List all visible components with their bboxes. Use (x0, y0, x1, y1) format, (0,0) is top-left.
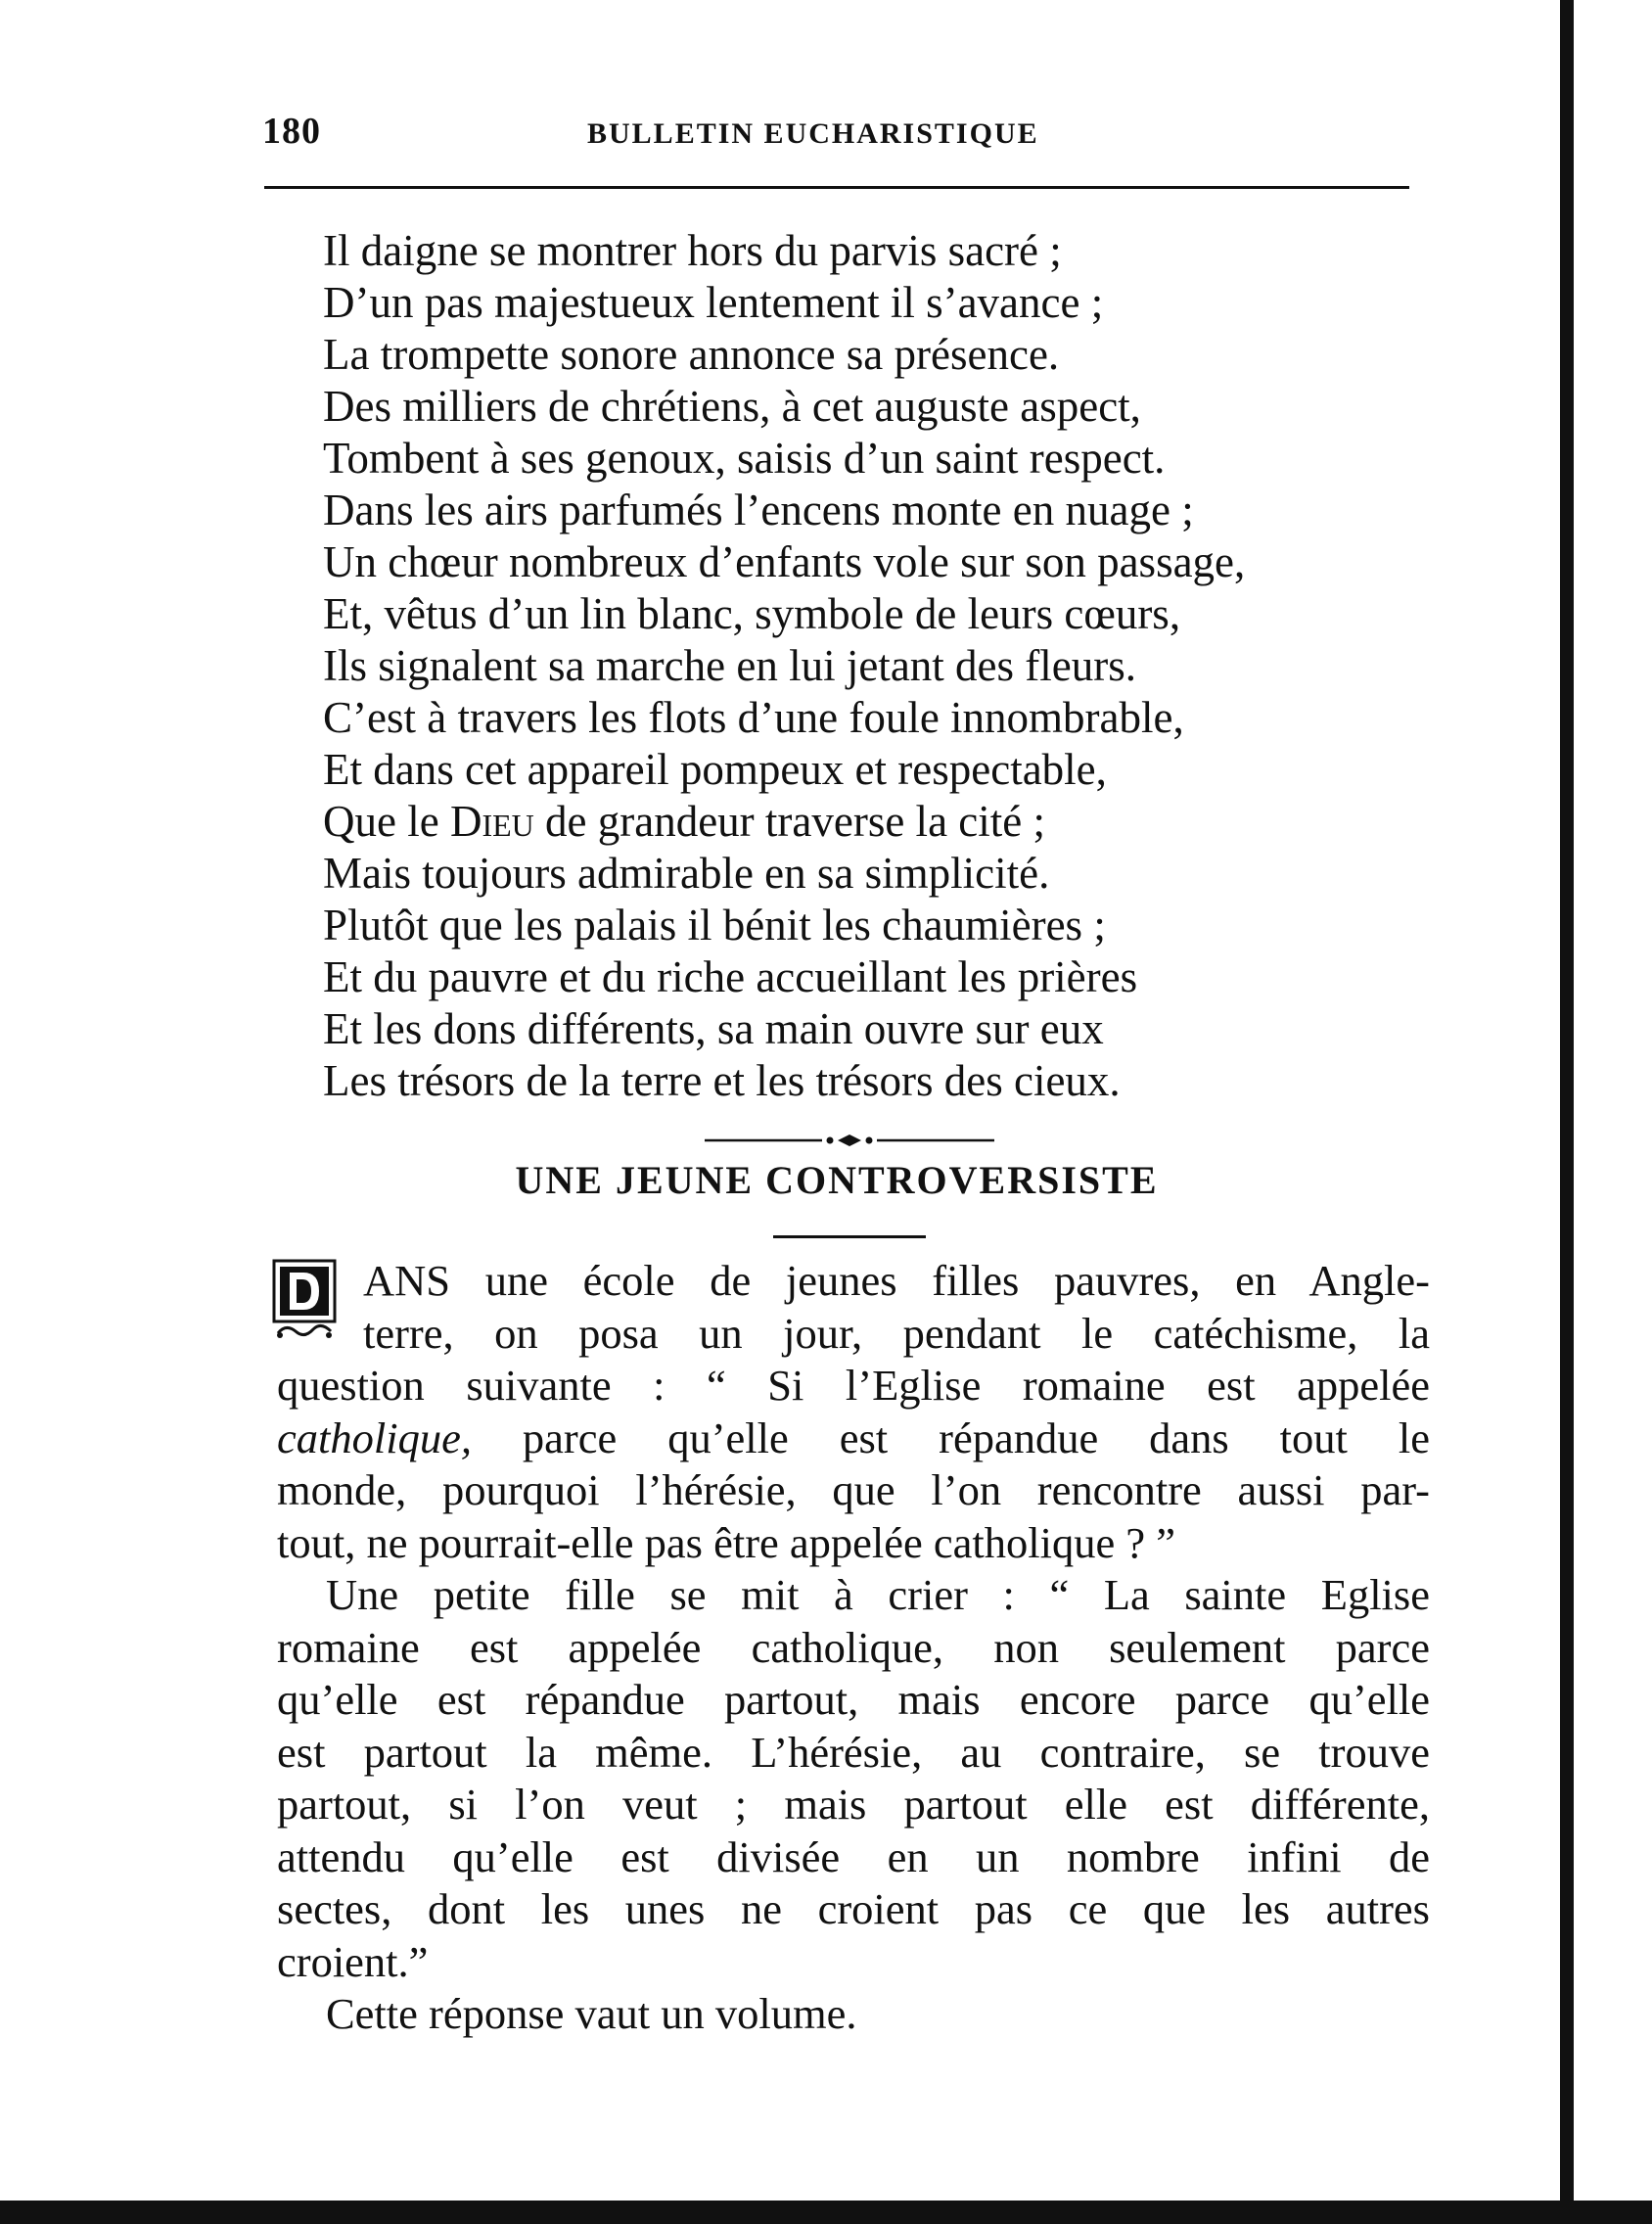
body-line: croient.” (277, 1936, 429, 1986)
article-body (277, 1255, 1430, 2041)
paragraph (277, 1255, 1430, 1569)
poem-line (323, 796, 1478, 848)
header-rule (264, 186, 1409, 189)
body-line: tout, ne pourrait-elle pas être appelée catholique ? ” (277, 1517, 1175, 1567)
body-line: est partout la même. L’hérésie, au contraire, se trouve (277, 1727, 1430, 1777)
body-line: Une petite fille se mit à crier : “ La sainte Eglise (326, 1570, 1430, 1619)
body-line: sectes, dont les unes ne croient pas ce que les autres (277, 1884, 1430, 1933)
poem-line: Ils signalent sa marche en lui jetant des fleurs. (323, 641, 1136, 690)
body-line: terre, on posa un jour, pendant le catéchisme, la (363, 1308, 1430, 1358)
poem-line: Des milliers de chrétiens, à cet auguste aspect, (323, 382, 1141, 431)
body-line (277, 1413, 1430, 1465)
body-line: partout, si l’on veut ; mais partout elle est différente, (277, 1780, 1430, 1829)
ornament-divider (705, 1134, 994, 1147)
paragraph (277, 1988, 1430, 2041)
poem-line: Et les dons différents, sa main ouvre sur eux (323, 1004, 1104, 1053)
poem (323, 225, 1478, 1107)
poem-line: Les trésors de la terre et les trésors des cieux. (323, 1056, 1121, 1105)
page-bottom-shadow (0, 2201, 1652, 2224)
italic-term: catholique, (277, 1413, 472, 1462)
poem-line: Mais toujours admirable en sa simplicité. (323, 849, 1050, 898)
section-title: UNE JEUNE CONTROVERSISTE (515, 1158, 1159, 1202)
body-line: question suivante : “ Si l’Eglise romaine est appelée (277, 1361, 1430, 1410)
body-line: qu’elle est répandue partout, mais encore parce qu’elle (277, 1675, 1430, 1724)
paragraph (277, 1569, 1430, 1988)
poem-line: Tombent à ses genoux, saisis d’un saint respect. (323, 434, 1166, 483)
title-rule (773, 1235, 926, 1238)
body-line: Cette réponse vaut un volume. (326, 1989, 857, 2038)
page-edge-shadow (1560, 0, 1574, 2224)
poem-line: Plutôt que les palais il bénit les chaumières ; (323, 901, 1106, 950)
body-line: ANS une école de jeunes filles pauvres, en Angle- (363, 1256, 1430, 1305)
poem-line: Dans les airs parfumés l’encens monte en nuage ; (323, 486, 1194, 534)
body-line: monde, pourquoi l’hérésie, que l’on rencontre aussi par- (277, 1465, 1430, 1514)
poem-line: La trompette sonore annonce sa présence. (323, 330, 1060, 379)
page-number: 180 (262, 111, 321, 152)
poem-text: de grandeur traverse la cité ; (533, 797, 1045, 846)
poem-line: C’est à travers les flots d’une foule innombrable, (323, 693, 1184, 742)
body-line: attendu qu’elle est divisée en un nombre infini de (277, 1831, 1430, 1881)
poem-line: Il daigne se montrer hors du parvis sacré ; (323, 226, 1062, 275)
running-title: BULLETIN EUCHARISTIQUE (587, 117, 1039, 150)
body-text: parce qu’elle est répandue dans tout le (471, 1413, 1430, 1462)
poem-divine-name: Dieu (449, 797, 534, 846)
poem-text: Que le (323, 797, 450, 846)
poem-line: Et du pauvre et du riche accueillant les prières (323, 952, 1138, 1001)
poem-line: Un chœur nombreux d’enfants vole sur son passage, (323, 537, 1246, 586)
body-line: romaine est appelée catholique, non seulement parce (277, 1622, 1430, 1672)
poem-line: Et dans cet appareil pompeux et respectable, (323, 745, 1107, 794)
poem-line: Et, vêtus d’un lin blanc, symbole de leurs cœurs, (323, 589, 1181, 638)
poem-line: D’un pas majestueux lentement il s’avance ; (323, 278, 1104, 327)
